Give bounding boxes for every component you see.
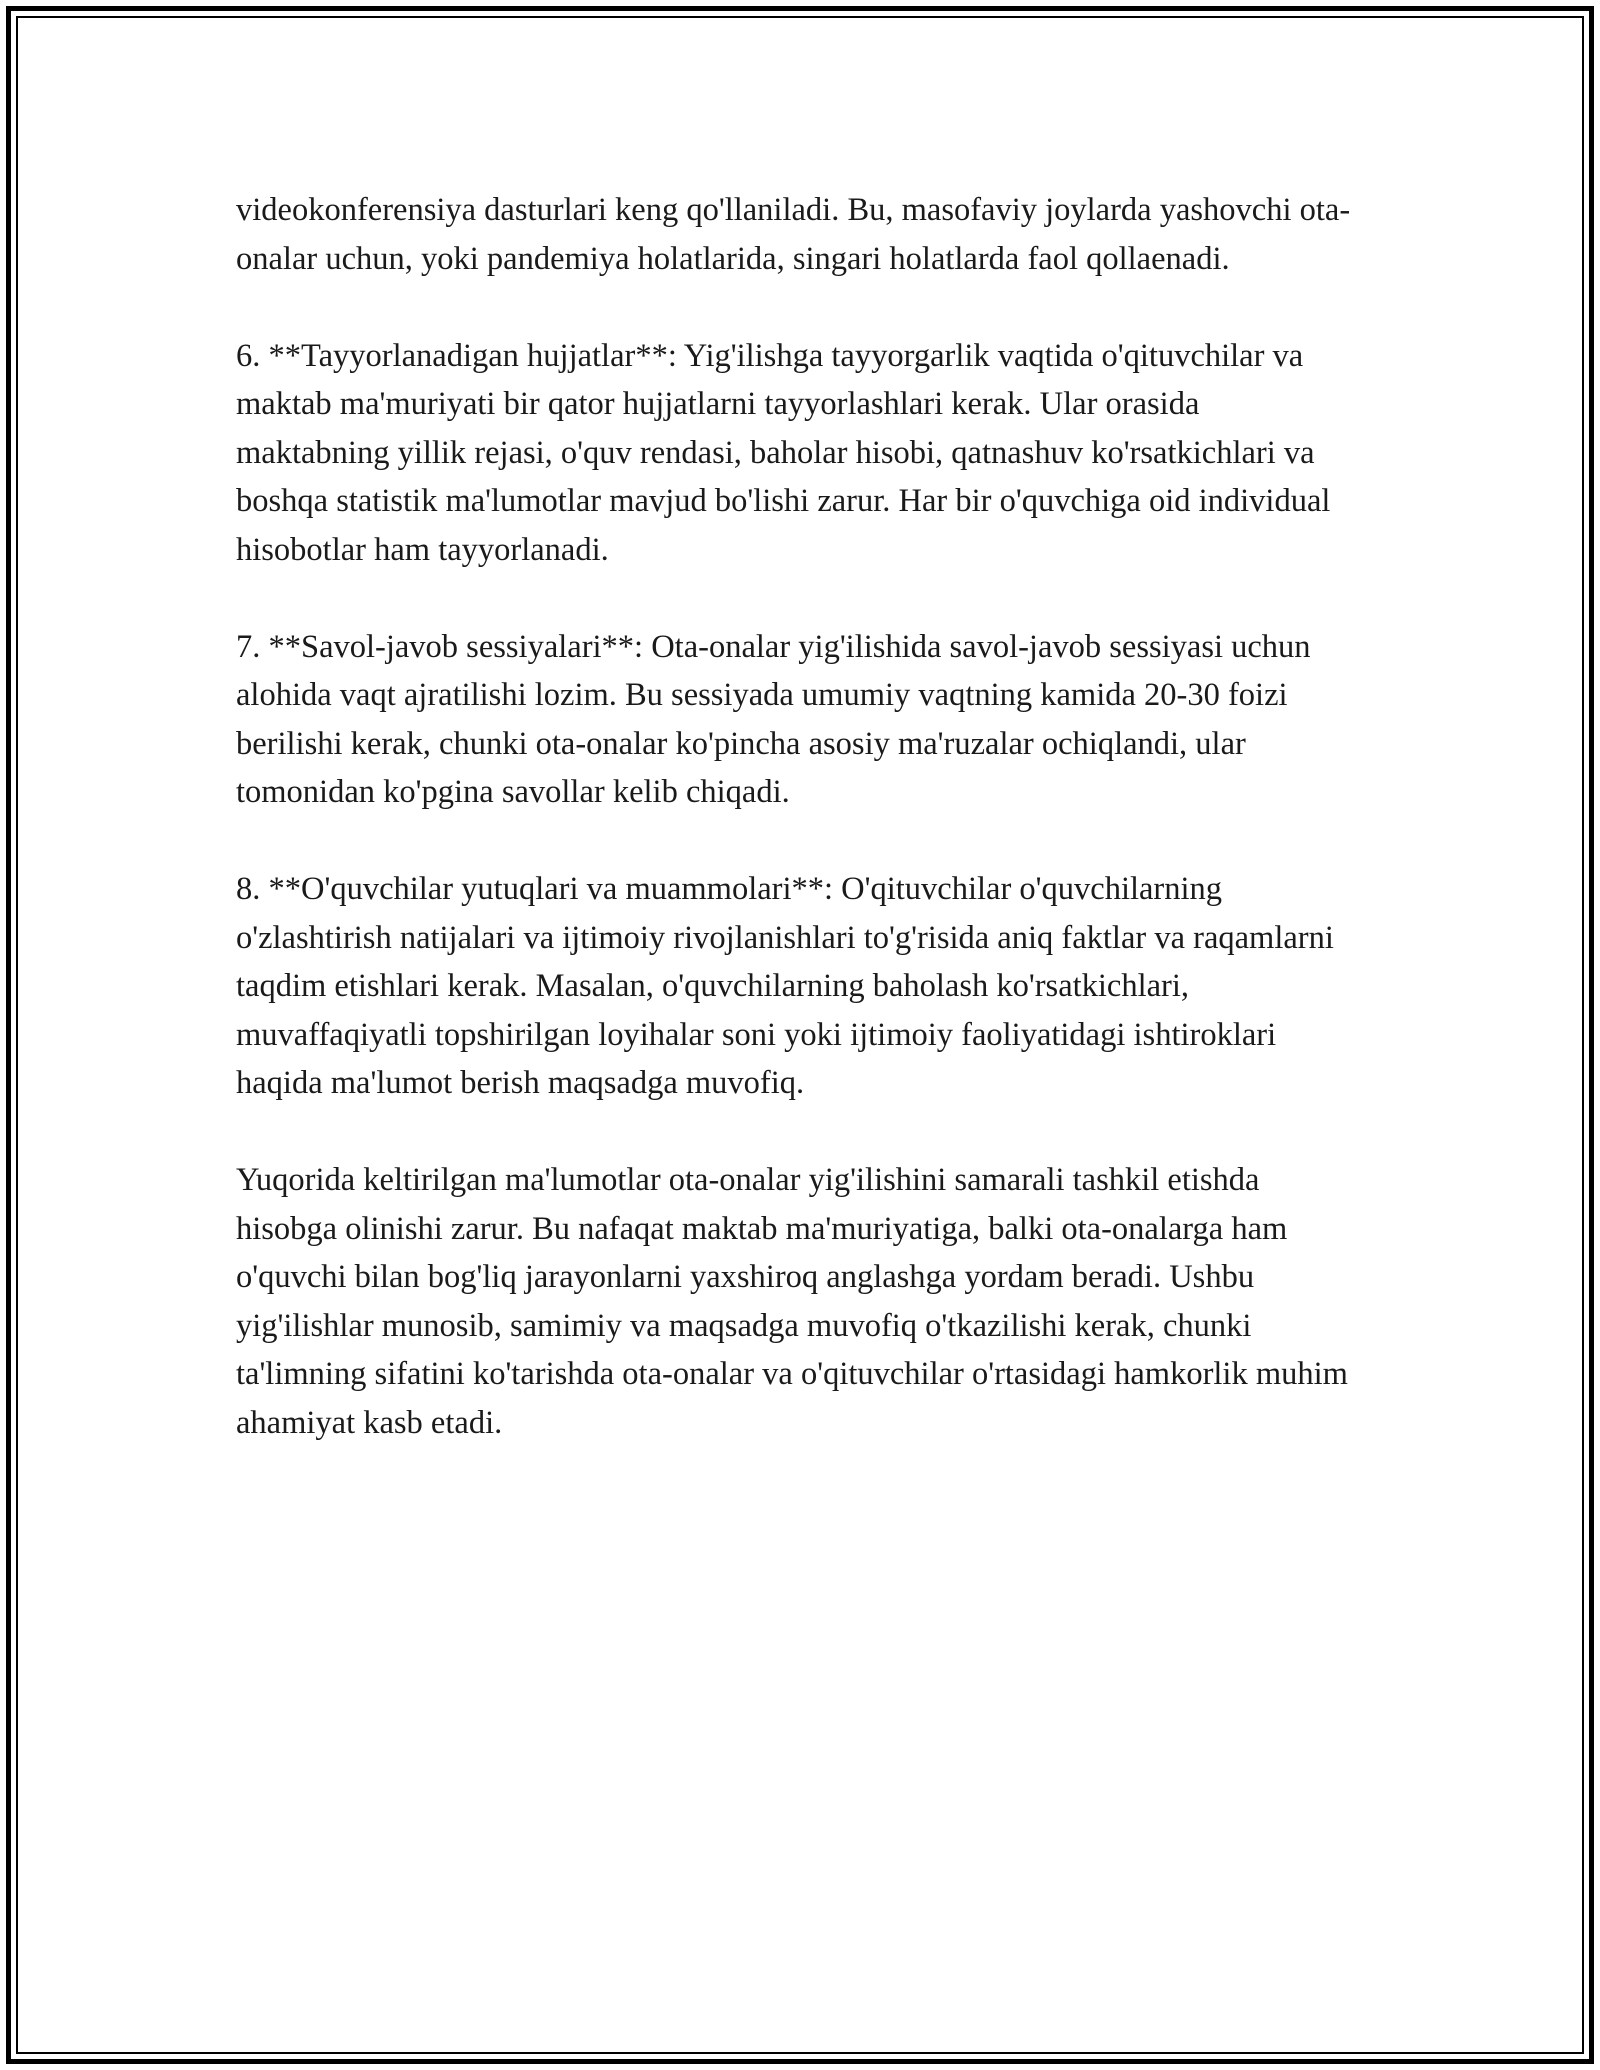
paragraph-conclusion: Yuqorida keltirilgan ma'lumotlar ota-onalar yig'ilishini samarali tashkil etishda hisobga olinishi zarur. Bu nafaqat maktab ma'muriyatiga, balki ota-onalarga ham o'quvchi bilan bog'liq jarayonlarni yaxshiroq anglashga yordam beradi. Ushbu yig'ilishlar munosib, samimiy va maqsadga muvofiq o'tkazilishi kerak, chunki ta'limning sifatini ko'tarishda ota-onalar va o'qituvchilar o'rtasidagi hamkorlik muhim ahamiyat kasb etadi. xyxy=(236,1162,1348,1441)
paragraph-qa-sessions: 7. **Savol-javob sessiyalari**: Ota-onalar yig'ilishida savol-javob sessiyasi uchun alohida vaqt ajratilishi lozim. Bu sessiyada umumiy vaqtning kamida 20-30 foizi berilishi kerak, chunki ota-onalar ko'pincha asosiy ma'ruzalar ochiqlandi, ular tomonidan ko'pgina savollar kelib chiqadi. xyxy=(236,628,1311,810)
paragraph-videoconference: videokonferensiya dasturlari keng qo'llaniladi. Bu, masofaviy joylarda yashovchi ota-onalar uchun, yoki pandemiya holatlarida, singari holatlarda faol qollaenadi. xyxy=(236,192,1351,277)
paragraph-student-achievements: 8. **O'quvchilar yutuqlari va muammolari**: O'qituvchilar o'quvchilarning o'zlashtirish natijalari va ijtimoiy rivojlanishlari to'g'risida aniq faktlar va raqamlarni taqdim etishlari kerak. Masalan, o'quvchilarning baholash ko'rsatkichlari, muvaffaqiyatli topshirilgan loyihalar soni yoki ijtimoiy faoliyatidagi ishtiroklari haqida ma'lumot berish maqsadga muvofiq. xyxy=(236,871,1334,1101)
document-body xyxy=(236,186,1356,1447)
paragraph-prepared-documents: 6. **Tayyorlanadigan hujjatlar**: Yig'ilishga tayyorgarlik vaqtida o'qituvchilar va maktab ma'muriyati bir qator hujjatlarni tayyorlashlari kerak. Ular orasida maktabning yillik rejasi, o'quv rendasi, baholar hisobi, qatnashuv ko'rsatkichlari va boshqa statistik ma'lumotlar mavjud bo'lishi zarur. Har bir o'quvchiga oid individual hisobotlar ham tayyorlanadi. xyxy=(236,337,1331,568)
